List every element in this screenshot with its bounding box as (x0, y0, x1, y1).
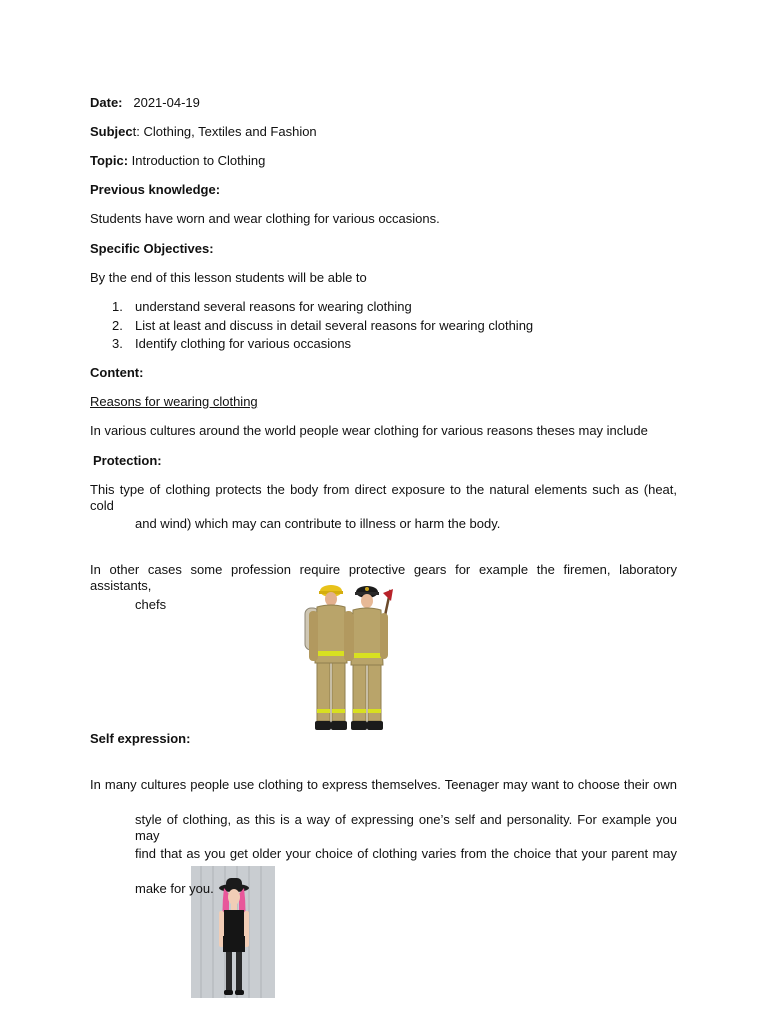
topic-value: Introduction to Clothing (131, 153, 266, 168)
objectives-intro: By the end of this lesson students will be able to (90, 270, 367, 285)
subject-line (90, 124, 317, 140)
self-expression-heading-text: Self expression: (90, 731, 191, 746)
protection-heading (93, 453, 162, 469)
previous-knowledge-text: Students have worn and wear clothing for various occasions. (90, 211, 440, 226)
subject-value: Clothing, Textiles and Fashion (143, 124, 317, 139)
previous-knowledge-heading (90, 182, 220, 198)
profession-paragraph-line-1: In other cases some profession require protective gears for example the firemen, laboratory assistants, (90, 562, 677, 593)
subject-label: Subjec (90, 124, 133, 139)
date-value: 2021-04-19 (133, 95, 200, 110)
list-item-number: 1. (112, 299, 123, 314)
objectives-heading (90, 241, 214, 257)
content-heading (90, 365, 143, 381)
firefighter-right (346, 586, 393, 730)
date-label: Date: (90, 95, 123, 110)
self-expression-heading (90, 731, 190, 747)
list-item-number: 2. (112, 318, 123, 333)
self-expression-line-1: In many cultures people use clothing to express themselves. Teenager may want to choose their own (90, 777, 677, 792)
protection-heading-text: Protection: (93, 453, 162, 468)
topic-label: Topic: (90, 153, 129, 168)
profession-paragraph-line-2: chefs (135, 597, 167, 612)
list-item-number: 3. (112, 336, 123, 351)
content-heading-text: Content: (90, 365, 144, 380)
content-subheading: Reasons for wearing clothing (90, 394, 258, 409)
date-line (90, 95, 200, 111)
list-item: understand several reasons for wearing clothing (135, 299, 412, 314)
self-expression-line-2: style of clothing, as this is a way of expressing one’s self and personality. For example you may (135, 812, 677, 843)
protection-paragraph-line-1: This type of clothing protects the body from direct exposure to the natural elements such as (heat, cold (90, 482, 677, 513)
subject-label-rest: t: (132, 124, 144, 139)
firefighter-left (305, 585, 353, 730)
firefighters-image (297, 583, 397, 735)
previous-knowledge-heading-text: Previous knowledge: (90, 182, 221, 197)
topic-line (90, 153, 265, 169)
list-item: List at least and discuss in detail several reasons for wearing clothing (135, 318, 534, 333)
self-expression-line-4: make for you. (135, 881, 214, 896)
objectives-heading-text: Specific Objectives: (90, 241, 214, 256)
content-intro: In various cultures around the world people wear clothing for various reasons theses may include (90, 423, 648, 438)
self-expression-line-3: find that as you get older your choice of clothing varies from the choice that your parent may (135, 846, 677, 861)
protection-paragraph-line-2: and wind) which may can contribute to illness or harm the body. (135, 516, 501, 531)
list-item: Identify clothing for various occasions (135, 336, 352, 351)
